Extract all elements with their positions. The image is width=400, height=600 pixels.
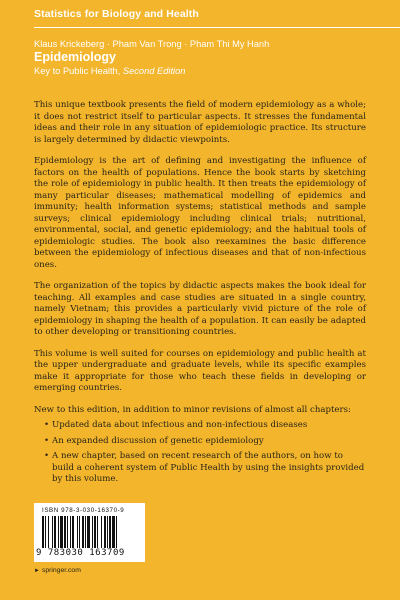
authors: Klaus Krickeberg · Pham Van Trong · Pham Thi My Hanh [34,39,270,49]
barcode-bar [54,516,56,548]
paragraph: New to this edition, in addition to minor revisions of almost all chapters: [34,404,351,415]
barcode-bar [70,516,71,548]
publisher-url[interactable] [34,567,81,574]
barcode-bar [112,516,115,548]
barcode [34,503,145,562]
publisher-url-text: springer.com [41,567,81,574]
barcode-bar [87,516,90,548]
barcode-bar [58,516,59,548]
cover-header [0,0,400,90]
barcode-bar [92,516,93,548]
blurb [34,100,366,490]
barcode-bar [60,516,63,548]
list-item-text: An expanded discussion of genetic epidemiology [52,435,264,446]
isbn-label: ISBN 978-3-030-16370-9 [42,507,125,514]
series-name: Statistics for Biology and Health [34,8,199,20]
arrow-icon: ► [34,568,40,574]
barcode-bar [64,516,66,548]
bullet-icon: • [44,451,50,461]
header-rule [34,27,400,28]
barcode-bar [107,516,108,548]
barcode-bar [48,516,49,548]
list-item [44,451,366,486]
new-features-list [34,420,366,486]
barcode-bars [42,516,138,548]
barcode-bar [79,516,80,548]
paragraph: This volume is well suited for courses on epidemiology and public health at the upper undergraduate and graduate levels, while its specific examples make it appropriate for those who teach these fields in developing or emerging countries. [34,348,366,393]
bullet-icon: • [44,435,50,446]
ean-digits: 9 783030 163709 [36,548,125,558]
barcode-bar [77,516,78,548]
barcode-bar [104,516,106,548]
barcode-bar [97,516,98,548]
list-item [44,420,366,432]
list-item [44,436,366,448]
barcode-bar [85,516,86,548]
barcode-bar [82,516,84,548]
barcode-bar [116,516,117,548]
barcode-bar [94,516,96,548]
barcode-bar [101,516,102,548]
list-item-text: Updated data about infectious and non-infectious diseases [52,420,308,430]
book-subtitle [34,66,185,76]
subtitle-text: Key to Public Health, [34,66,123,76]
barcode-bar [52,516,53,548]
list-item-text: A new chapter, based on recent research of the authors, on how to build a coherent system of Public Health by using the insights provided by this volume. [52,451,365,484]
barcode-bar [72,516,74,548]
paragraph: The organization of the topics by didactic aspects makes the book ideal for teaching. All examples and case studies are situated in a single country, namely Vietnam; this provides a particularly vivid picture of the role of epidemiology in shaping the health of a population. It can easily be adapted to other developing or transitioning countries. [34,281,366,337]
paragraph: This unique textbook presents the field of modern epidemiology as a whole; it does not restrict itself to particular aspects. It stresses the fundamental ideas and their role in any situation of epidemiologic practice. Its structure is largely determined by didactic viewpoints. [34,100,366,145]
bullet-icon: • [44,420,50,430]
barcode-bar [67,516,68,548]
book-title: Epidemiology [34,50,116,64]
barcode-bar [109,516,111,548]
barcode-bar [45,516,46,548]
paragraph: Epidemiology is the art of defining and investigating the influence of factors on the health of populations. Hence the book starts by sketching the role of epidemiology in public health. It then treats the epidemiology of many particular diseases; mathematical modelling of epidemics and immunity; health information systems; statistical methods and sample surveys; clinical epidemiology including clinical trials; nutritional, environmental, social, and genetic epidemiology; and the habitual tools of epidemiologic studies. The book also reexamines the basic difference between the epidemiology of infectious diseases and that of non-infectious ones. [34,156,366,270]
barcode-bar [42,516,44,548]
edition-label: Second Edition [122,66,186,76]
